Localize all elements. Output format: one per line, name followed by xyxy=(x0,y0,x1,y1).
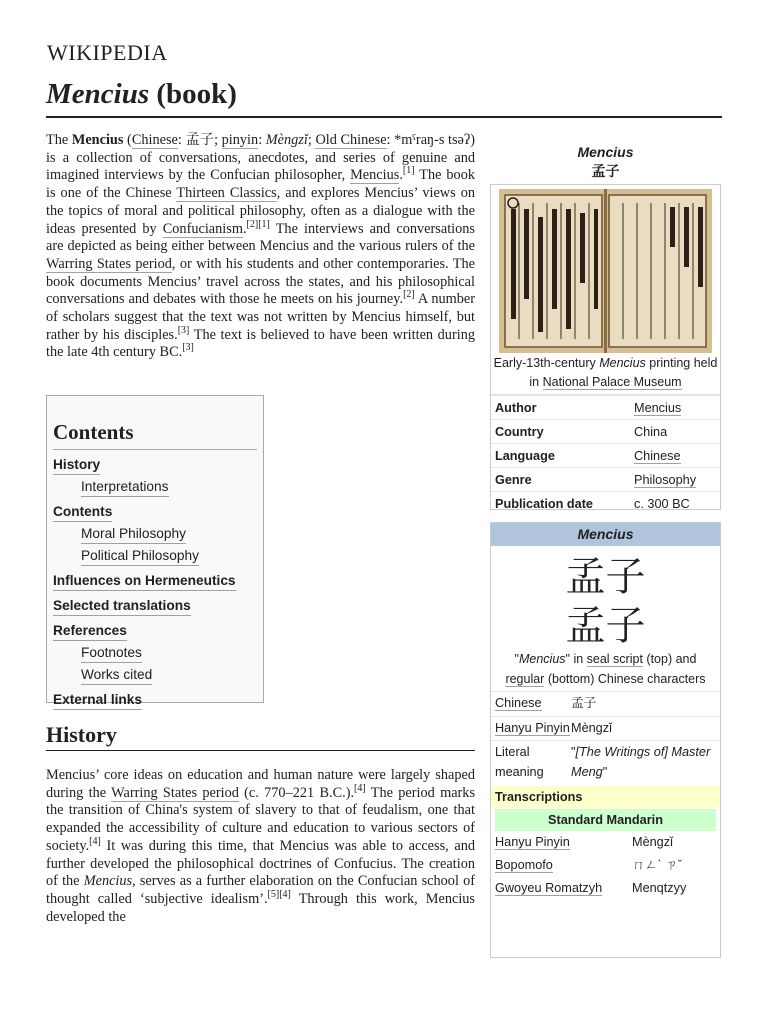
infobox-caption: Mencius 孟子 xyxy=(577,144,634,179)
characters-caption: "Mencius" in seal script (top) and regular (bottom) Chinese characters xyxy=(505,652,706,686)
citation[interactable]: [2] xyxy=(403,289,415,301)
link-hanyu-pinyin-trans[interactable]: Hanyu Pinyin xyxy=(495,835,570,849)
link-national-palace-museum[interactable]: National Palace Museum xyxy=(542,375,682,389)
toc-item-history[interactable]: History xyxy=(53,456,257,475)
citation[interactable]: [3] xyxy=(182,342,194,354)
section-heading-history: History xyxy=(46,722,117,747)
regular-script-characters: 孟子 xyxy=(565,603,646,649)
toc-item-footnotes[interactable]: Footnotes xyxy=(53,644,257,663)
citation[interactable]: [5][4] xyxy=(267,889,291,901)
infobox-row-genre: Genre Philosophy xyxy=(491,467,720,491)
toc-item-interpretations[interactable]: Interpretations xyxy=(53,478,257,497)
image-caption: Early-13th-century Mencius printing held in National Palace Museum xyxy=(491,353,720,395)
citation[interactable]: [4] xyxy=(354,782,366,794)
infobox-row-publication-date: Publication date c. 300 BC xyxy=(491,491,720,515)
toc-item-references[interactable]: References xyxy=(53,622,257,641)
standard-mandarin-header: Standard Mandarin xyxy=(495,809,716,831)
toc-item-political-philosophy[interactable]: Political Philosophy xyxy=(53,547,257,566)
link-thirteen-classics[interactable]: Thirteen Classics xyxy=(176,185,277,202)
wikipedia-wordmark[interactable]: WIKIPEDIA xyxy=(47,40,168,65)
seal-script-characters: 孟子 xyxy=(565,554,646,600)
toc-item-external-links[interactable]: External links xyxy=(53,691,257,710)
citation[interactable]: [1] xyxy=(402,165,415,177)
link-warring-states[interactable]: Warring States period xyxy=(46,255,172,272)
row-literal-meaning: Literal meaning "[The Writings of] Master Meng" xyxy=(491,740,720,784)
link-confucianism[interactable]: Confucianism xyxy=(162,220,243,237)
link-hanyu-pinyin[interactable]: Hanyu Pinyin xyxy=(495,720,570,735)
link-warring-states[interactable]: Warring States period xyxy=(111,784,239,801)
link-mencius[interactable]: Mencius xyxy=(350,167,400,184)
row-trans-hanyu-pinyin: Hanyu Pinyin Mèngzǐ xyxy=(495,835,673,849)
row-chinese: Chinese 孟子 xyxy=(491,691,720,716)
link-chinese-row[interactable]: Chinese xyxy=(495,696,542,710)
book-printing-image[interactable] xyxy=(499,189,712,353)
link-genre[interactable]: Philosophy xyxy=(634,472,697,487)
link-seal-script[interactable]: seal script xyxy=(586,652,643,666)
toc-item-moral-philosophy[interactable]: Moral Philosophy xyxy=(53,525,257,544)
toc-item-contents[interactable]: Contents xyxy=(53,503,257,522)
section-divider xyxy=(46,750,475,751)
toc-item-works-cited[interactable]: Works cited xyxy=(53,666,257,685)
link-regular-script[interactable]: regular xyxy=(505,671,545,686)
row-hanyu-pinyin: Hanyu Pinyin Mèngzǐ xyxy=(491,716,720,741)
row-trans-gwoyeu-romatzyh: Gwoyeu Romatzyh Menqtzyy xyxy=(495,881,687,895)
toc-item-influences[interactable]: Influences on Hermeneutics xyxy=(53,572,257,591)
link-old-chinese[interactable]: Old Chinese xyxy=(315,132,387,148)
toc-item-selected-translations[interactable]: Selected translations xyxy=(53,597,257,616)
infobox-row-country: Country China xyxy=(491,419,720,443)
book-infobox xyxy=(490,184,721,510)
chinese-box-header: Mencius xyxy=(491,523,720,546)
toc-title: Contents xyxy=(53,420,257,450)
history-paragraph: Mencius’ core ideas on education and human nature were largely shaped during the Warring States period (c. 770–221 B.C.).[4] The period marks the transition of China's system of slavery to that of feudalism, one that expanded the accessibility of culture and education to various sectors of society.[4] It was during this time, that Mencius was able to access, and further developed the philosophical doctrines of Confucius. The creation of the Mencius, serves as a further elaboration on the Confucian school of thought called ‘subjective idealism’.[5][4] Through this work, Mencius developed the xyxy=(46,767,476,925)
link-bopomofo[interactable]: Bopomofo xyxy=(495,858,553,872)
citation[interactable]: [3] xyxy=(177,324,190,336)
page-title: Mencius (book) xyxy=(46,78,237,110)
infobox-row-language: Language Chinese xyxy=(491,443,720,467)
citation[interactable]: [2][1] xyxy=(246,218,270,230)
link-author[interactable]: Mencius xyxy=(634,400,682,415)
link-gwoyeu-romatzyh[interactable]: Gwoyeu Romatzyh xyxy=(495,881,603,895)
citation[interactable]: [4] xyxy=(89,836,101,848)
title-divider xyxy=(46,116,722,118)
row-trans-bopomofo: Bopomofo ㄇㄥˋ ㄗˇ xyxy=(495,858,683,872)
chinese-name-infobox xyxy=(490,522,721,958)
link-chinese[interactable]: Chinese xyxy=(131,132,178,148)
link-pinyin[interactable]: pinyin xyxy=(221,132,259,148)
infobox-row-author: Author Mencius xyxy=(491,395,720,419)
lead-paragraph: The Mencius (Chinese: 孟子; pinyin: Mèngzǐ; Old Chinese: *mˤraŋ-s tsəʔ) is a collection of conversations, anecdotes, and series of genuine and imagined interviews by the Confucian philosopher, Mencius.[1] The book is one of the Chinese Thirteen Classics, and explores Mencius’ views on the topics of moral and political philosophy, often as a dialogue with the ideas presented by Confucianism.[2][1] The interviews and conversations are depicted as being either between Mencius and the various rulers of the Warring States period, or with his students and other contemporaries. The book documents Mencius’ travel across the states, and his philosophical conversations and debates with those he meets on his journey.[2] A number of scholars suggest that the text was not written by Mencius himself, but rather by his disciples.[3] The text is believed to have been written during the late 4th century BC.[3] xyxy=(46,132,476,361)
table-of-contents xyxy=(46,395,264,707)
transcriptions-header: Transcriptions xyxy=(491,786,720,808)
link-language[interactable]: Chinese xyxy=(634,448,681,463)
